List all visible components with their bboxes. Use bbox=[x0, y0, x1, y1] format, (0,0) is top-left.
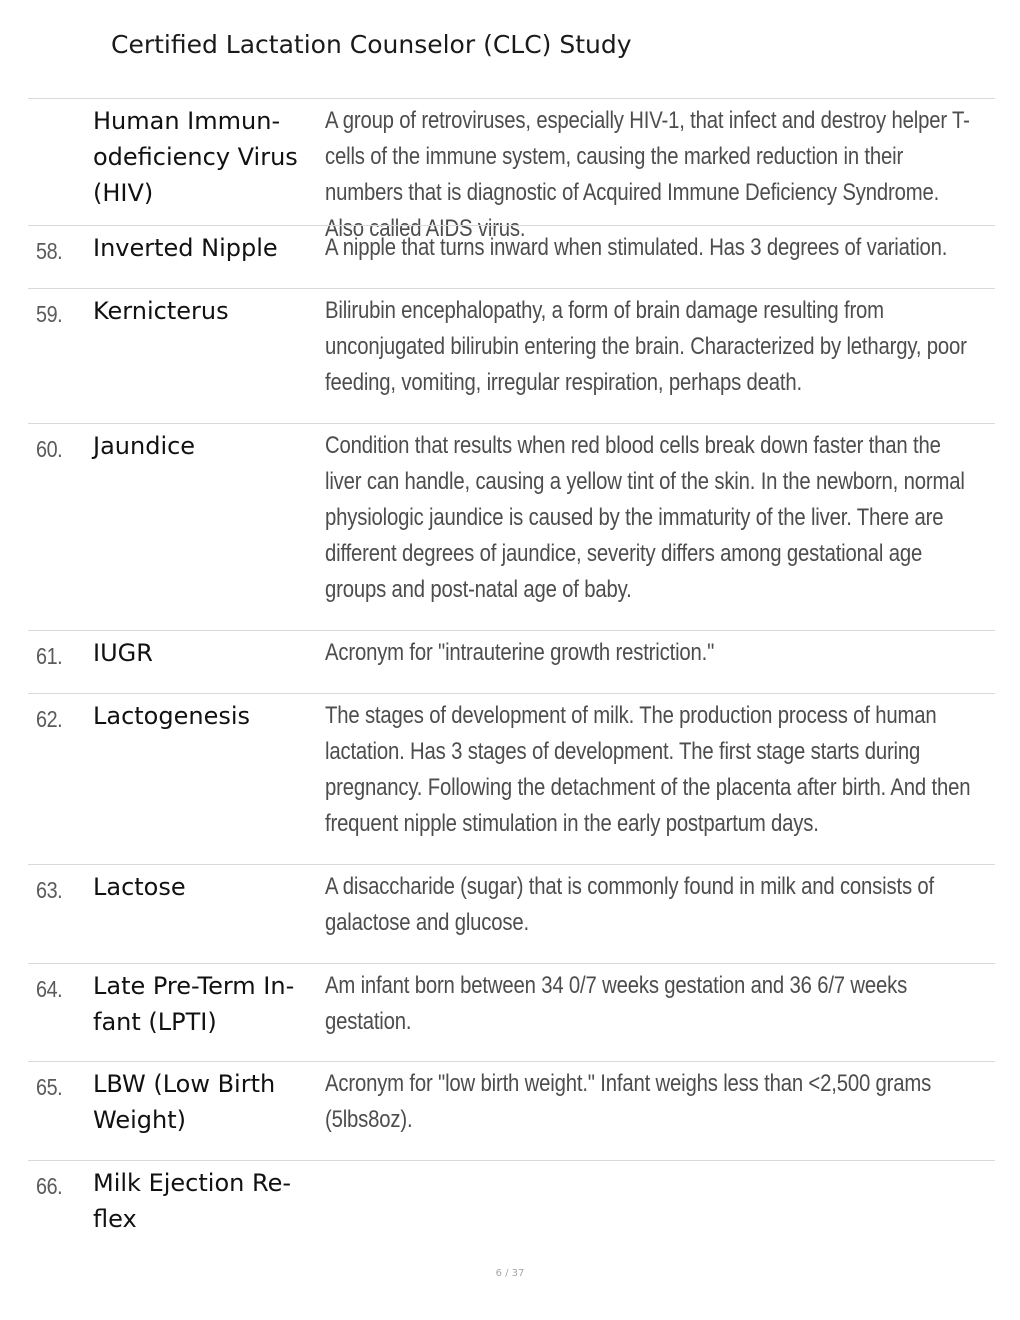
document-title: Certified Lactation Counselor (CLC) Study bbox=[111, 30, 632, 59]
entry-definition: Condition that results when red blood cells break down faster than the liver can handle, causing a yellow tint of the skin. In the newborn, normal physiologic jaundice is caused by the immaturity of the liver. There are different degrees of jaundice, severity differs among gestational age groups and post-natal age of baby. bbox=[325, 432, 965, 603]
entry-term bbox=[93, 103, 318, 211]
entry-definition: The stages of development of milk. The production process of human lactation. Has 3 stages of development. The first stage starts during pregnancy. Following the detachment of the placenta after birth. And then frequent nipple stimulation in the early postpartum days. bbox=[325, 702, 971, 837]
entry-definition: A group of retroviruses, especially HIV-1, that infect and destroy helper T-cells of the immune system, causing the marked reduction in their numbers that is diagnostic of Acquired Immune Deficiency Syndrome. Also called AIDS virus. bbox=[325, 107, 970, 242]
entry-term: Lactogenesis bbox=[93, 702, 251, 730]
term-line: Milk Ejection Re- bbox=[93, 1169, 291, 1197]
entry-definition: A nipple that turns inward when stimulated. Has 3 degrees of variation. bbox=[325, 234, 948, 261]
entry-number: 61. bbox=[36, 643, 63, 669]
page-number: 6 / 37 bbox=[495, 1268, 525, 1279]
entry-term: Kernicterus bbox=[93, 297, 229, 325]
term-line: fant (LPTI) bbox=[93, 1008, 217, 1036]
entry-number: 63. bbox=[36, 877, 63, 903]
term-line: odeficiency Virus bbox=[93, 143, 298, 171]
glossary-row bbox=[28, 288, 995, 423]
term-line: LBW (Low Birth bbox=[93, 1070, 276, 1098]
glossary-row bbox=[28, 1160, 995, 1250]
glossary-table bbox=[28, 98, 995, 1250]
term-line: Late Pre-Term In- bbox=[93, 972, 295, 1000]
glossary-row bbox=[28, 864, 995, 963]
entry-definition: A disaccharide (sugar) that is commonly found in milk and consists of galactose and glucose. bbox=[325, 873, 935, 936]
glossary-row bbox=[28, 98, 995, 242]
entry-definition: Am infant born between 34 0/7 weeks gestation and 36 6/7 weeks gestation. bbox=[325, 972, 908, 1035]
glossary-row bbox=[28, 1061, 995, 1160]
entry-number: 60. bbox=[36, 436, 63, 462]
entry-number: 65. bbox=[36, 1074, 63, 1100]
entry-term: Jaundice bbox=[93, 432, 196, 460]
entry-number: 62. bbox=[36, 706, 63, 732]
glossary-row bbox=[28, 963, 995, 1061]
entry-number: 66. bbox=[36, 1173, 63, 1199]
glossary-row bbox=[28, 693, 995, 864]
entry-term: Lactose bbox=[93, 873, 186, 901]
entry-number: 58. bbox=[36, 238, 63, 264]
entry-term: IUGR bbox=[93, 639, 153, 667]
glossary-row bbox=[28, 630, 995, 693]
term-line: Weight) bbox=[93, 1106, 186, 1134]
entry-term bbox=[93, 1165, 318, 1237]
glossary-row bbox=[28, 423, 995, 630]
glossary-row bbox=[28, 225, 995, 288]
term-line: (HIV) bbox=[93, 179, 154, 207]
entry-definition: Bilirubin encephalopathy, a form of brain damage resulting from unconjugated bilirubin entering the brain. Characterized by lethargy, poor feeding, vomiting, irregular respiration, perhaps death. bbox=[325, 297, 967, 396]
entry-term bbox=[93, 1066, 318, 1138]
term-line: Human Immun- bbox=[93, 107, 281, 135]
entry-number: 59. bbox=[36, 301, 63, 327]
entry-term bbox=[93, 968, 318, 1040]
entry-term: Inverted Nipple bbox=[93, 234, 278, 262]
entry-definition: Acronym for "low birth weight." Infant weighs less than <2,500 grams (5lbs8oz). bbox=[325, 1070, 932, 1133]
entry-number: 64. bbox=[36, 976, 63, 1002]
term-line: flex bbox=[93, 1205, 137, 1233]
entry-definition: Acronym for "intrauterine growth restriction." bbox=[325, 639, 715, 666]
